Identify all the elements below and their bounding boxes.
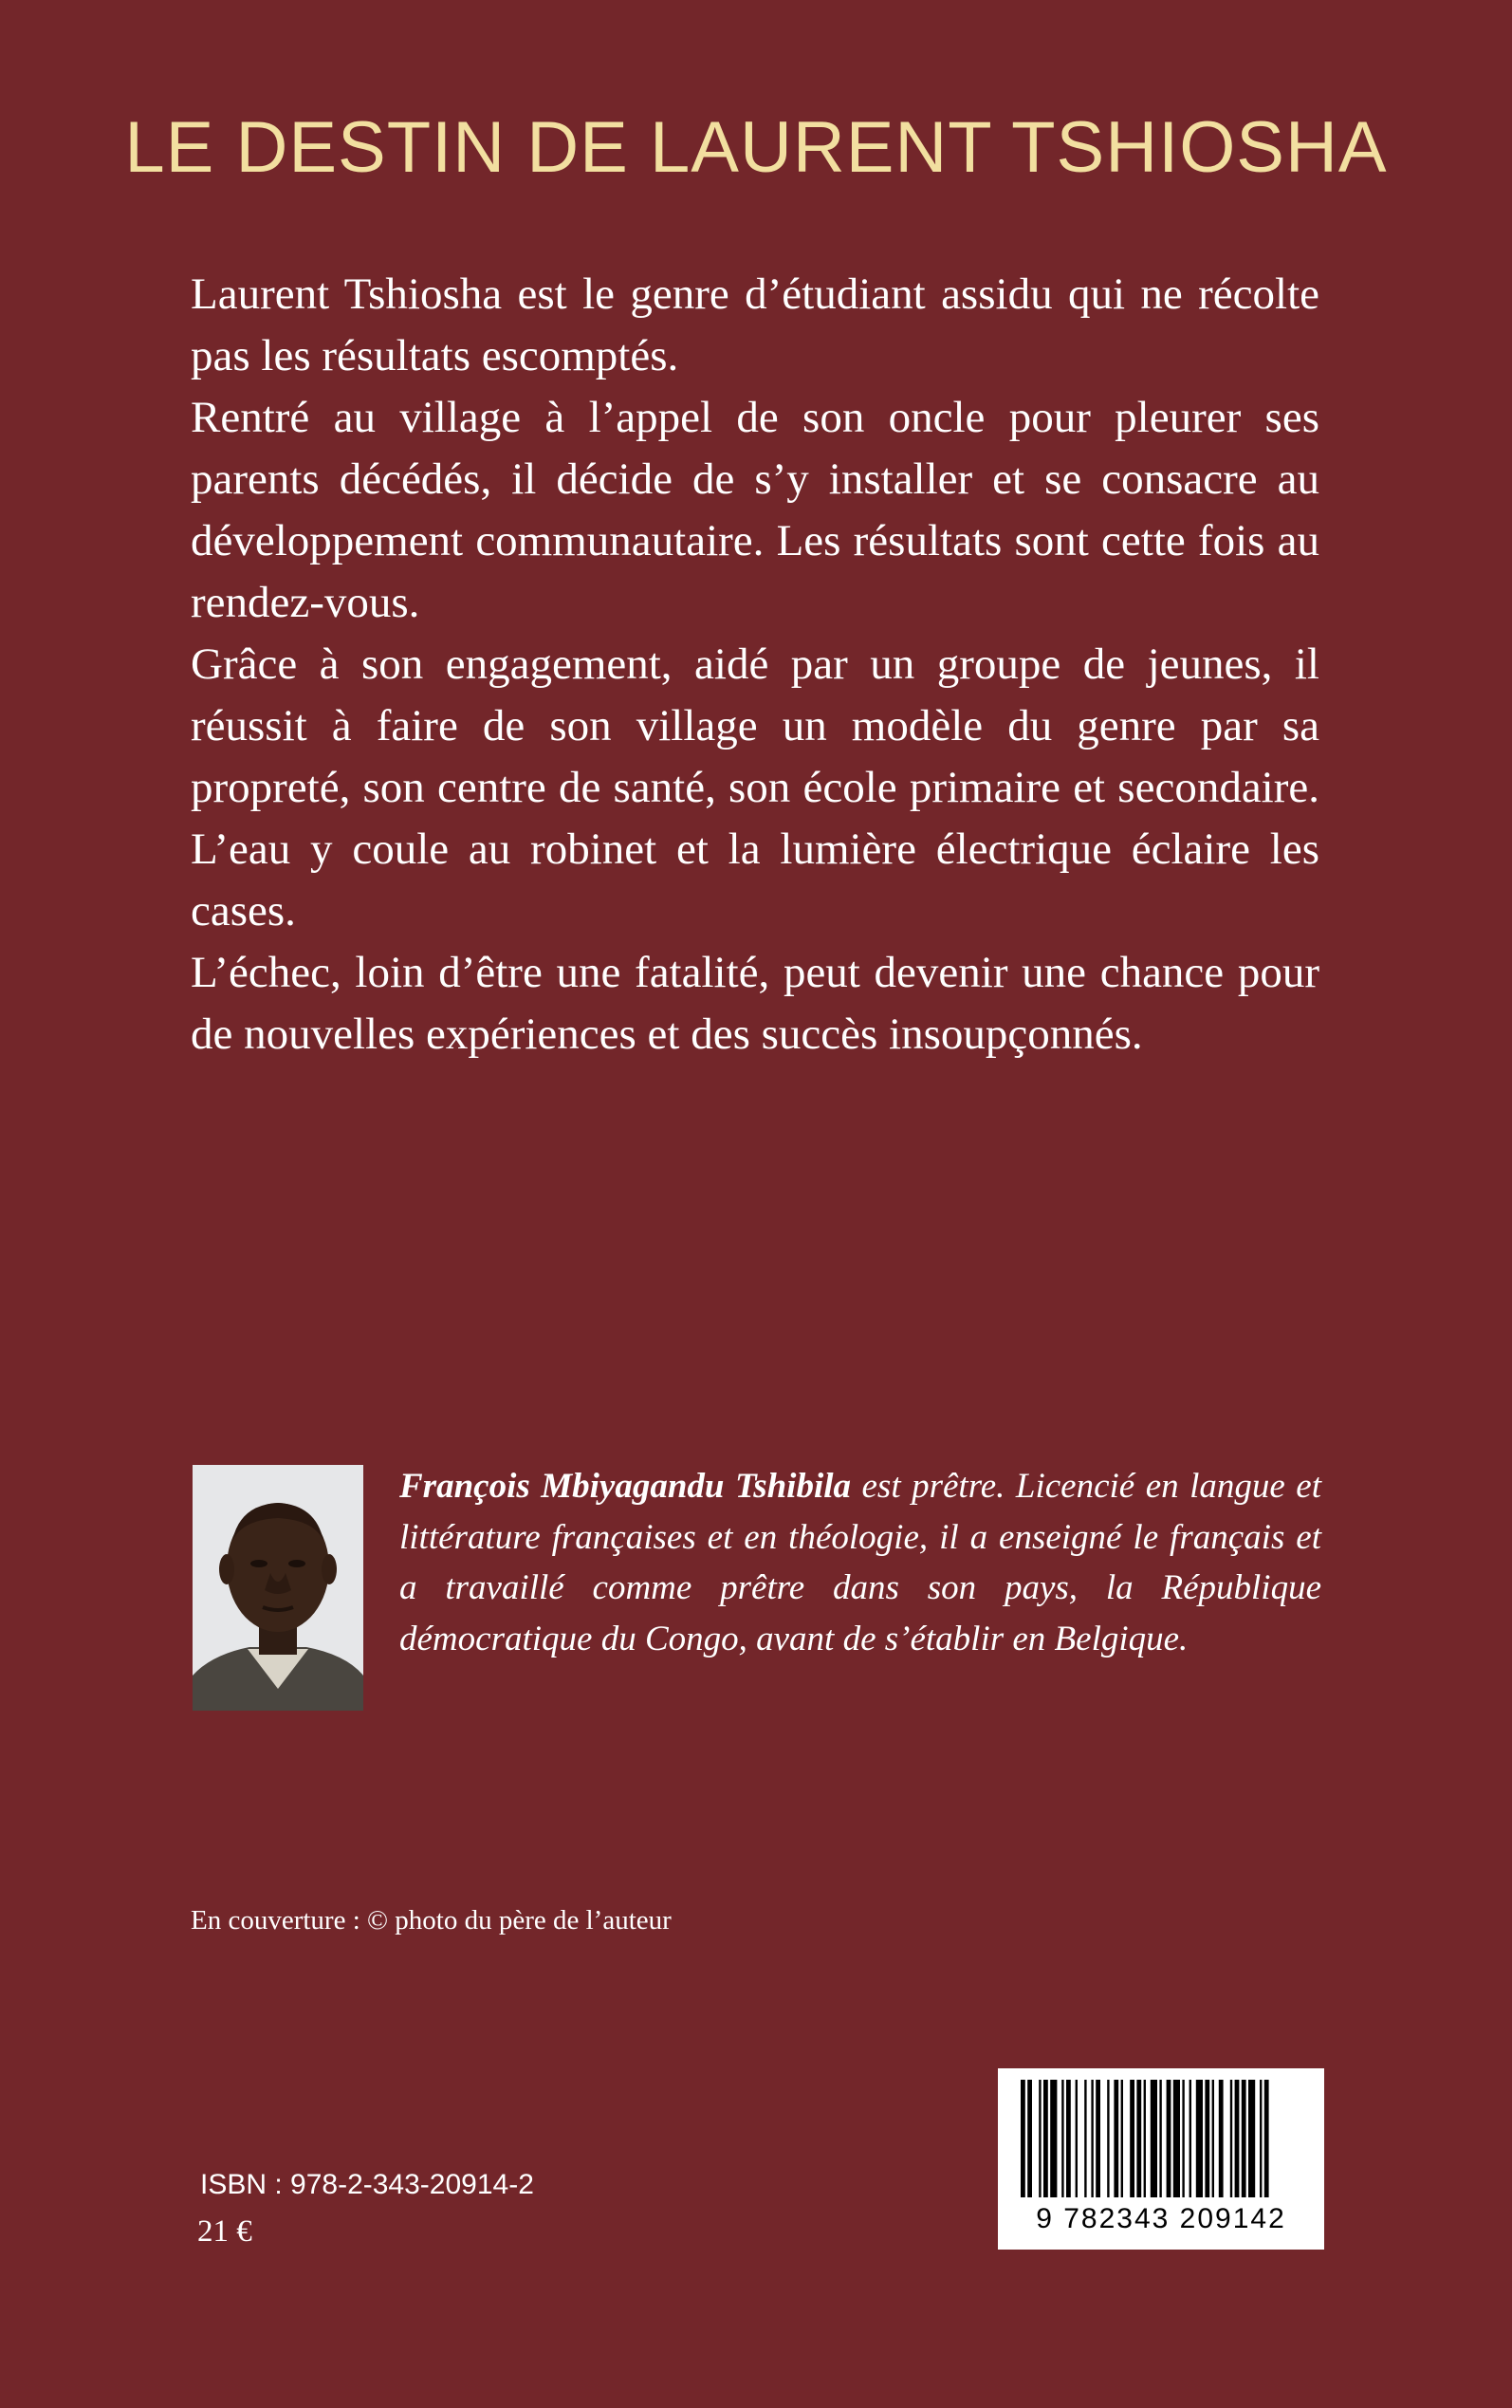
price: 21 €: [197, 2214, 252, 2249]
blurb-paragraph: L’échec, loin d’être une fatalité, peut devenir une chance pour de nouvelles expériences et des succès insoupçonnés.: [191, 948, 1319, 1059]
author-bio: [399, 1461, 1321, 1664]
barcode: [998, 2068, 1324, 2250]
barcode-number: 9 782343 209142: [1036, 2203, 1286, 2234]
blurb-paragraph: Laurent Tshiosha est le genre d’étudiant assidu qui ne récolte pas les résultats escomptés.: [191, 269, 1319, 380]
back-cover-blurb: [191, 264, 1319, 1065]
isbn: ISBN : 978-2-343-20914-2: [200, 2169, 534, 2200]
book-title: LE DESTIN DE LAURENT TSHIOSHA: [124, 107, 1388, 188]
author-bio-text: est prêtre. Licencié en langue et littérature françaises et en théologie, il a enseigné le français et a travaillé comme prêtre dans son pays, la République démocratique du Congo, avant de s’établir en Belgique.: [399, 1467, 1321, 1658]
author-portrait-illustration: [193, 1465, 363, 1711]
author-photo: [193, 1465, 363, 1711]
barcode-bars: [998, 2068, 1324, 2211]
cover-credit: En couverture : © photo du père de l’auteur: [191, 1905, 672, 1936]
blurb-paragraph: Rentré au village à l’appel de son oncle pour pleurer ses parents décédés, il décide de s’y installer et se consacre au développement communautaire. Les résultats sont cette fois au rendez-vous.: [191, 393, 1319, 627]
author-name: François Mbiyagandu Tshibila: [399, 1467, 852, 1506]
blurb-paragraph: Grâce à son engagement, aidé par un groupe de jeunes, il réussit à faire de son village un modèle du genre par sa propreté, son centre de santé, son école primaire et secondaire. L’eau y coule au robinet et la lumière électrique éclaire les cases.: [191, 639, 1319, 935]
